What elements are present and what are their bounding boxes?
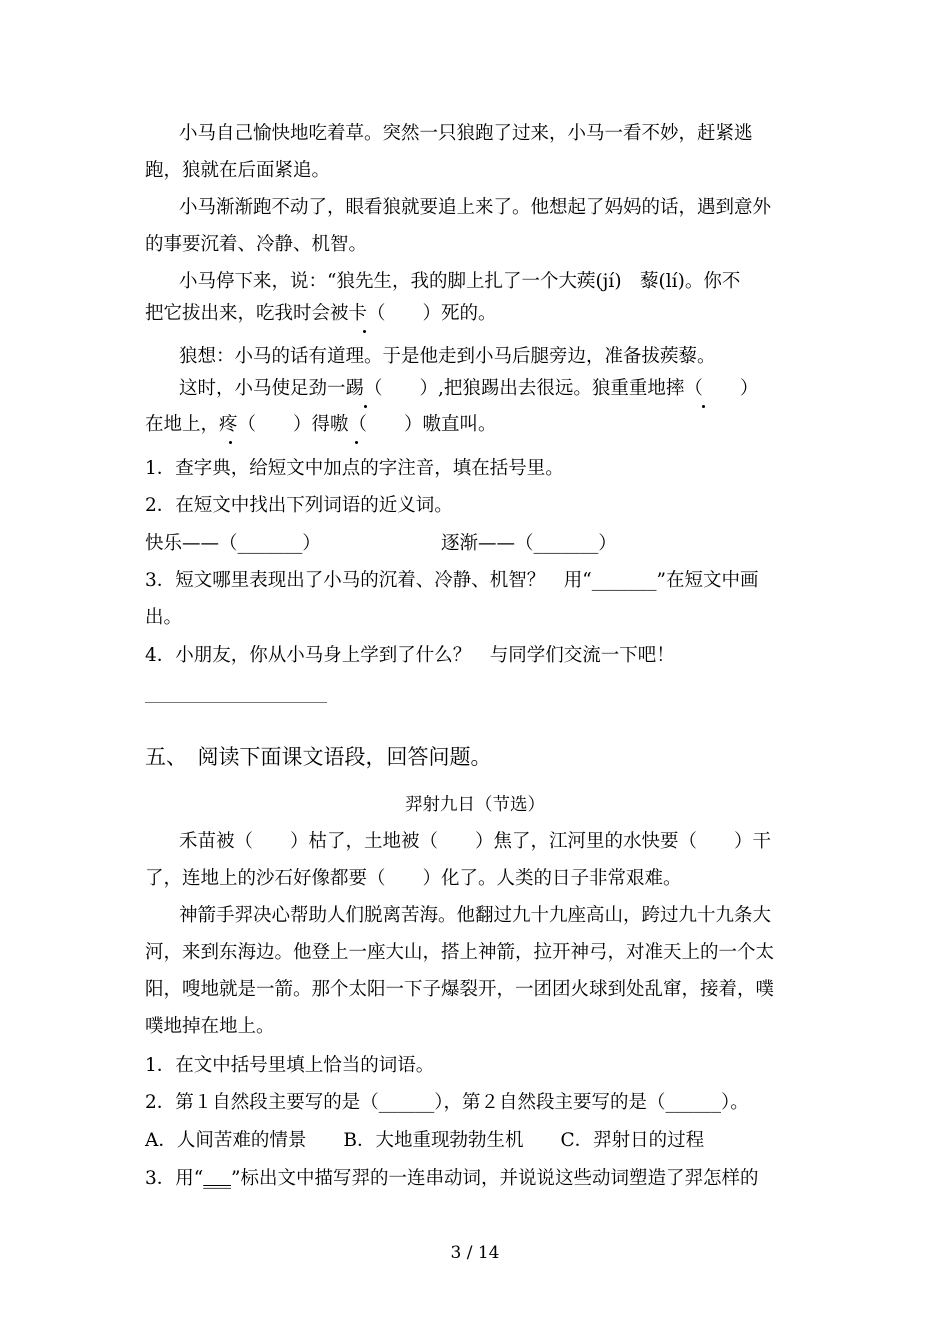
- question-1: 1．查字典，给短文中加点的字注音，填在括号里。: [145, 458, 564, 479]
- emphasis-dot: [229, 441, 232, 444]
- section5-para1-line2: 了，连地上的沙石好像都要（ ）化了。人类的日子非常艰难。: [145, 868, 682, 889]
- question-2: 2．在短文中找出下列词语的近义词。: [145, 495, 453, 516]
- passage1-para1-line1: 小马自己愉快地吃着草。突然一只狼跑了过来，小马一看不妙，赶紧逃: [179, 123, 753, 144]
- page-number: 3 / 14: [450, 1243, 500, 1263]
- section5-para2-line2: 河，来到东海边。他登上一座大山，搭上神箭，拉开神弓，对准天上的一个太: [145, 942, 775, 963]
- section5-question-3: [145, 1166, 758, 1192]
- passage1-para4: 狼想：小马的话有道理。于是他走到小马后腿旁边，准备拔蒺藜。: [179, 346, 716, 367]
- passage1-para1-line2: 跑，狼就在后面紧追。: [145, 160, 331, 181]
- section5-para2-line1: 神箭手羿决心帮助人们脱离苦海。他翻过九十九座高山，跨过九十九条大: [179, 905, 772, 926]
- emphasis-dot: [363, 330, 366, 333]
- section5-question-2-options: A．人间苦难的情景 B．大地重现勃勃生机 C．羿射日的过程: [145, 1130, 705, 1151]
- question-3-prefix: 3．用“: [145, 1168, 204, 1189]
- question-4: 4．小朋友，你从小马身上学到了什么？ 与同学们交流一下吧！: [145, 645, 675, 666]
- question-3-suffix: ”标出文中描写羿的一连串动词，并说说这些动词塑造了羿怎样的: [230, 1168, 759, 1189]
- section5-para2-line4: 噗地掉在地上。: [145, 1016, 275, 1037]
- question-2-item-b: 逐渐——（_______）: [441, 533, 617, 554]
- question-3-line2: 出。: [145, 607, 183, 628]
- question-2-item-a: 快乐——（_______）: [145, 533, 321, 554]
- answer-line: [145, 702, 327, 703]
- passage1-para2-line2: 的事要沉着、冷静、机智。: [145, 234, 368, 255]
- section-heading: 五、 阅读下面课文语段，回答问题。: [145, 745, 492, 769]
- passage1-para3-line2: 把它拔出来，吃我时会被卡（ ）死的。: [145, 303, 497, 324]
- section5-question-1: 1．在文中括号里填上恰当的词语。: [145, 1055, 435, 1076]
- passage1-para5-line1: 这时，小马使足劲一踢（ ）,把狼踢出去很远。狼重重地摔（ ）: [179, 378, 759, 399]
- question-3-blank: ___: [203, 1168, 231, 1189]
- passage1-para3-line1: 小马停下来，说：“狼先生，我的脚上扎了一个大蒺(jí) 藜(lí)。你不: [179, 271, 741, 292]
- question-3-line1: 3．短文哪里表现出了小马的沉着、冷静、机智？ 用“_______”在短文中画: [145, 570, 759, 591]
- passage1-para2-line1: 小马渐渐跑不动了，眼看狼就要追上来了。他想起了妈妈的话，遇到意外: [179, 197, 772, 218]
- emphasis-dot: [355, 441, 358, 444]
- section5-para1-line1: 禾苗被（ ）枯了，土地被（ ）焦了，江河里的水快要（ ）干: [179, 831, 772, 852]
- emphasis-dot: [364, 405, 367, 408]
- section5-para2-line3: 阳，嗖地就是一箭。那个太阳一下子爆裂开，一团团火球到处乱窜，接着，噗: [145, 979, 775, 1000]
- section5-question-2: 2．第１自然段主要写的是（______），第２自然段主要写的是（______）。: [145, 1092, 749, 1113]
- passage1-para5-line2: 在地上，疼（ ）得嗷（ ）嗷直叫。: [145, 414, 497, 435]
- passage-title: 羿射九日（节选）: [405, 795, 545, 815]
- emphasis-dot: [702, 405, 705, 408]
